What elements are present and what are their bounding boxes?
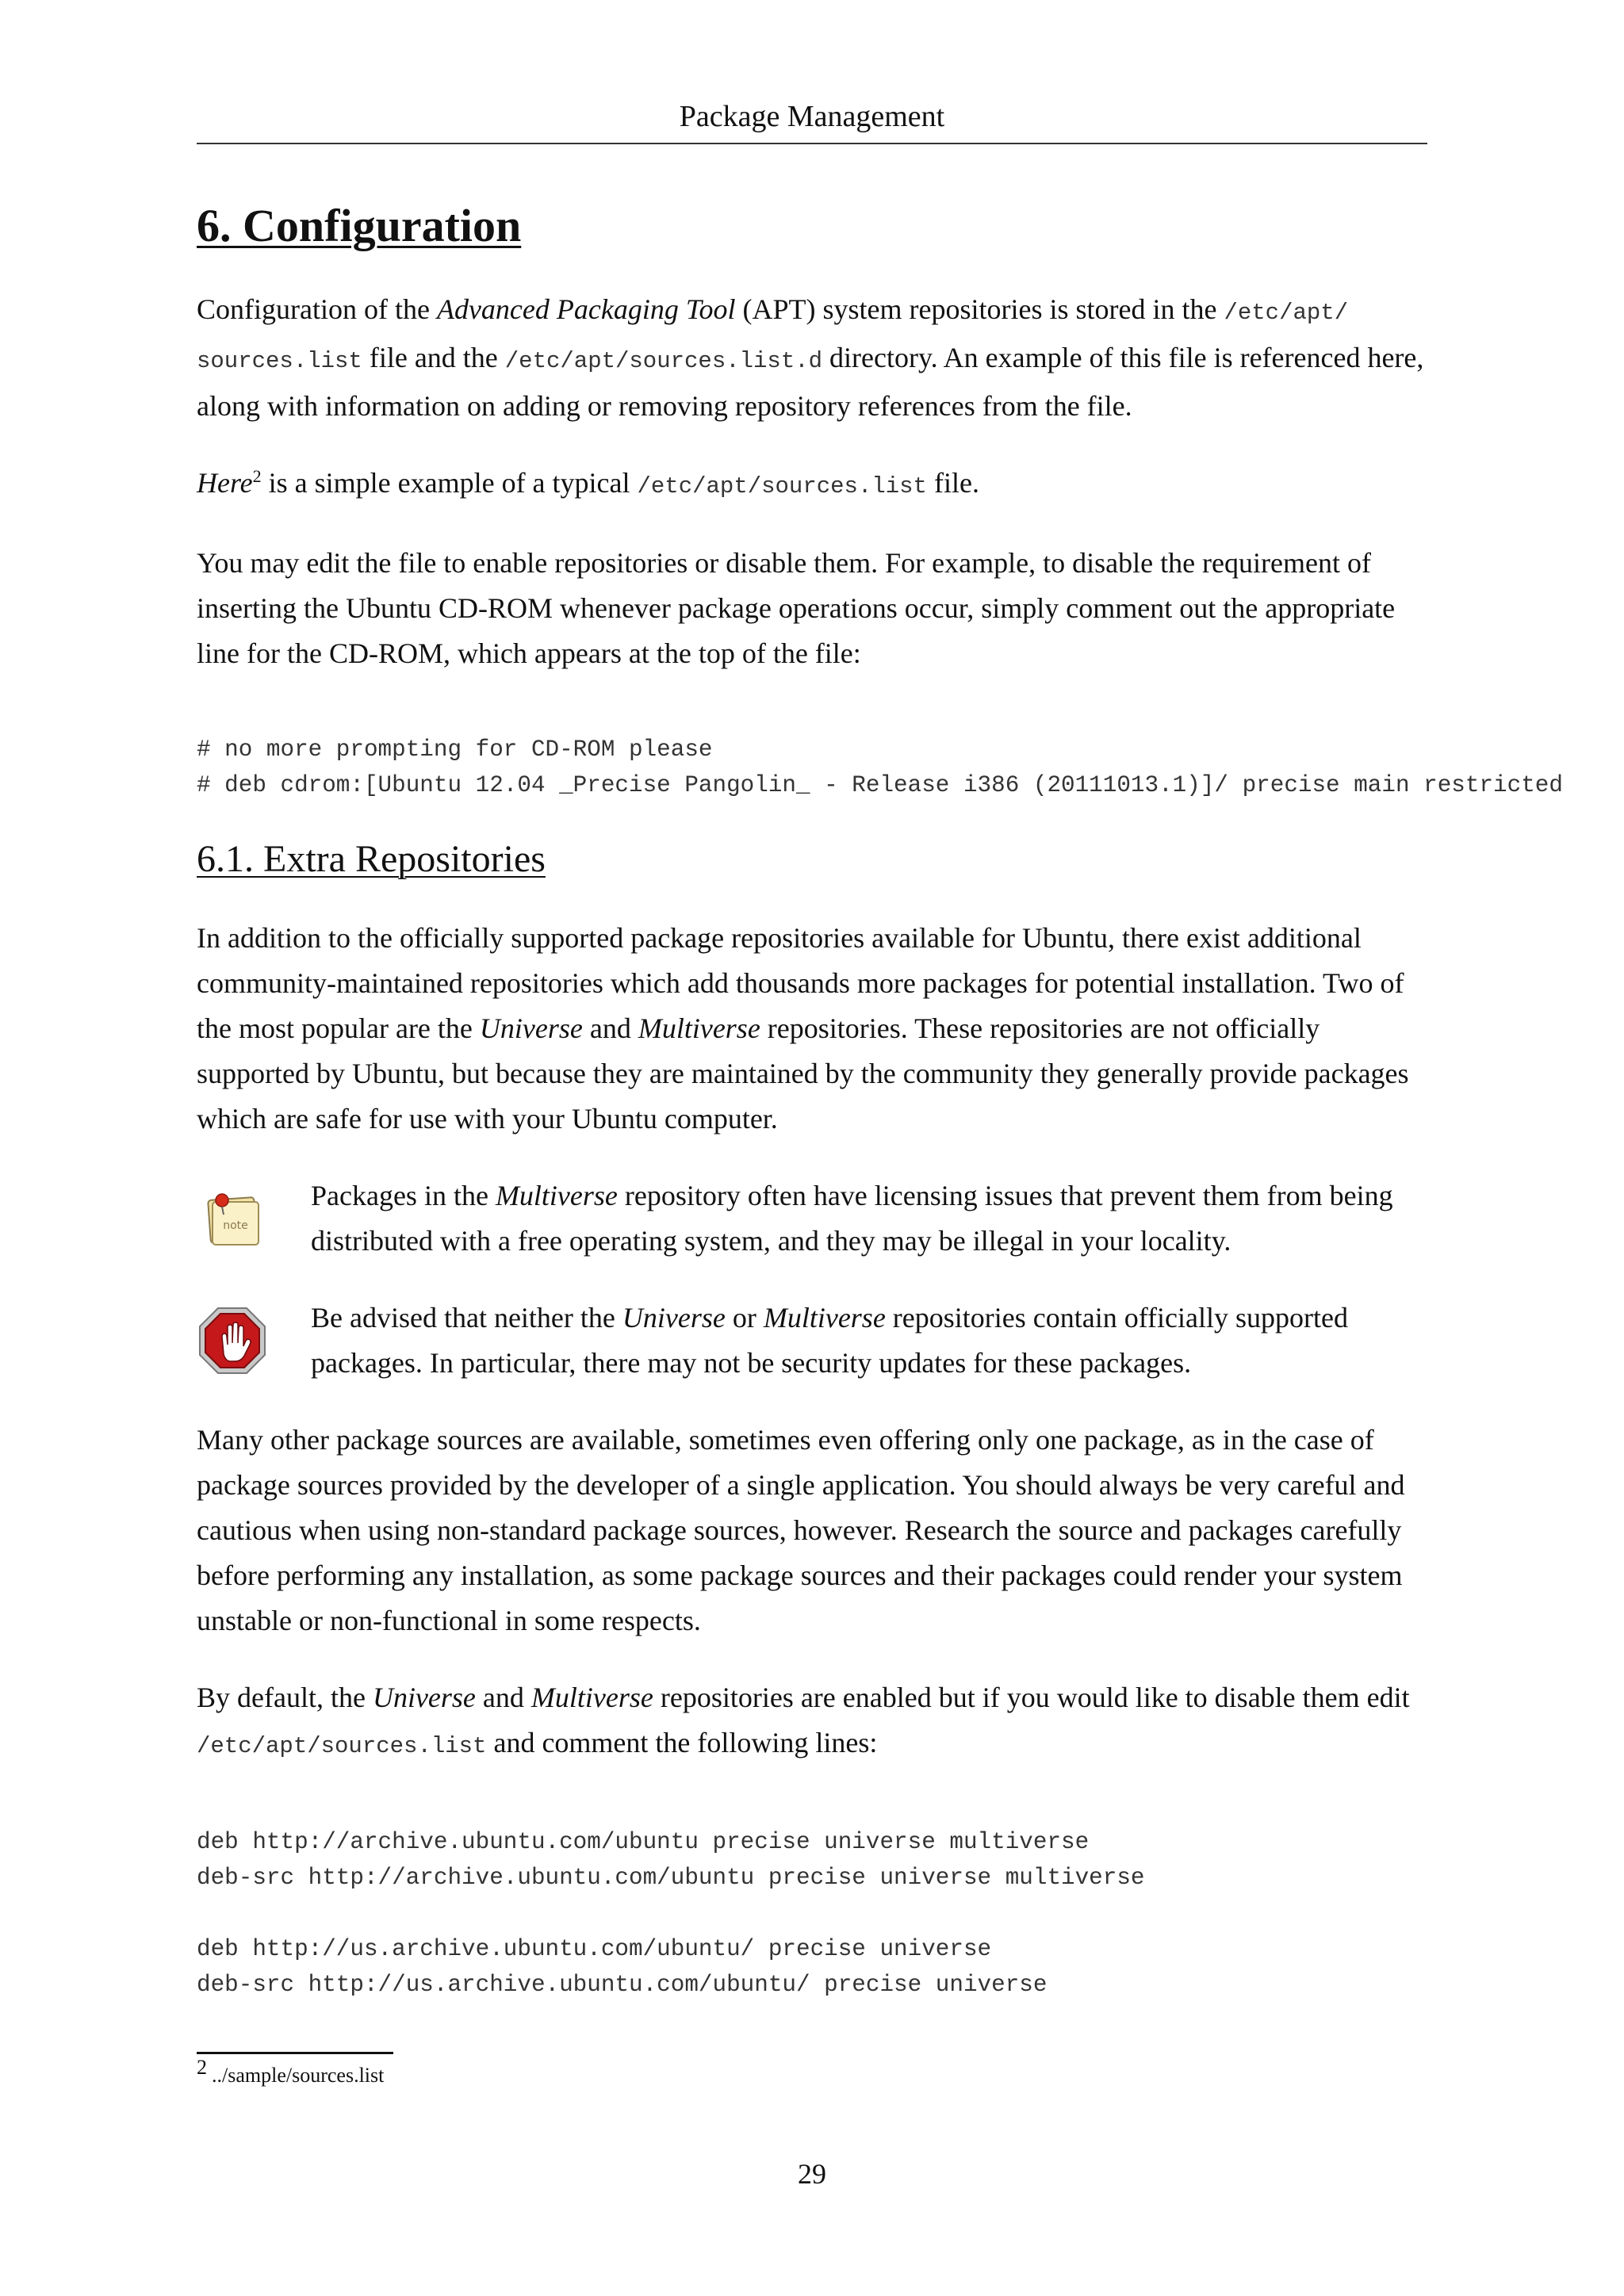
note-icon [197,1183,268,1254]
code-line: deb-src http://us.archive.ubuntu.com/ubuntu/ precise universe [197,1972,1048,1998]
path-sources-list-d: /etc/apt/sources.list.d [504,348,823,374]
page-content [197,197,1563,2034]
subsection-title: 6.1. Extra Repositories [197,838,546,880]
footnote-number: 2 [197,2056,207,2080]
footnote [197,2056,385,2090]
footnote-ref[interactable]: 2 [252,466,262,486]
header-rule [197,143,1427,144]
code-line: # no more prompting for CD-ROM please [197,737,713,763]
warning-admonition: Be advised that neither the Universe or Multiverse repositories contain officially supported packages. In particular, there may not be security updates for these packages. [197,1295,1427,1386]
code-line: deb http://us.archive.ubuntu.com/ubuntu/ precise universe [197,1936,992,1962]
here-link[interactable]: Here [197,467,253,499]
code-line: deb-src http://archive.ubuntu.com/ubuntu precise universe multiverse [197,1865,1145,1891]
paragraph-other-sources: Many other package sources are available, sometimes even offering only one package, as in the case of package sources provided by the developer of a single application. You should always be very careful and cautious when using non-standard package sources, however. Research the source and packages carefully before performing any installation, as some package sources and their packages could render your system unstable or non-functional in some respects. [197,1424,1405,1636]
code-line-blank [197,1896,1616,1931]
note-admonition: note Packages in the Multiverse repository often have licensing issues that prevent them from being distributed with a free operating system, and they may be illegal in your locality. [197,1173,1427,1264]
svg-text:note: note [223,1219,248,1232]
code-block-repos [197,1824,1616,2003]
paragraph-apt-config: Configuration of the Advanced Packaging Tool (APT) system repositories is stored in the /etc/apt/ sources.list file and the /etc/apt/sources.list.d directory. An example of this file is referenced here, along with information on adding or removing repository references from the file. [197,293,1424,422]
footnote-rule [197,2052,393,2054]
path-sources-list: /etc/apt/ sources.list [197,300,1349,374]
paragraph-extra-repos: In addition to the officially supported package repositories available for Ubuntu, there exist additional community-maintained repositories which add thousands more packages for potential installation. Two of the most popular are the Universe and Multiverse repositories. These repositories are not officially supported by Ubuntu, but because they are maintained by the community they generally provide packages which are safe for use with your Ubuntu computer. [197,922,1409,1135]
paragraph-example: Here$^2$ is a simple example of a typical /etc/apt/sources.list file. [197,466,979,499]
section-title: 6. Configuration [197,200,522,251]
code-block-cdrom [197,732,1616,803]
code-line: deb http://archive.ubuntu.com/ubuntu precise universe multiverse [197,1829,1090,1855]
paragraph-edit-file: You may edit the file to enable repositories or disable them. For example, to disable the requirement of inserting the Ubuntu CD-ROM whenever package operations occur, simply comment out the appropriate line for the CD-ROM, which appears at the top of the file: [197,547,1396,669]
footnote-link[interactable]: ../sample/sources.list [212,2064,385,2087]
paragraph-default-repos: By default, the Universe and Multiverse repositories are enabled but if you would like to disable them edit /etc/apt/sources.list and comment the following lines: [197,1682,1410,1759]
running-header: Package Management [679,100,945,133]
warning-hand-icon [197,1305,268,1376]
code-line: # deb cdrom:[Ubuntu 12.04 _Precise Pangolin_ - Release i386 (20111013.1)]/ precise main restricted [197,772,1563,798]
page-number: 29 [798,2158,826,2190]
